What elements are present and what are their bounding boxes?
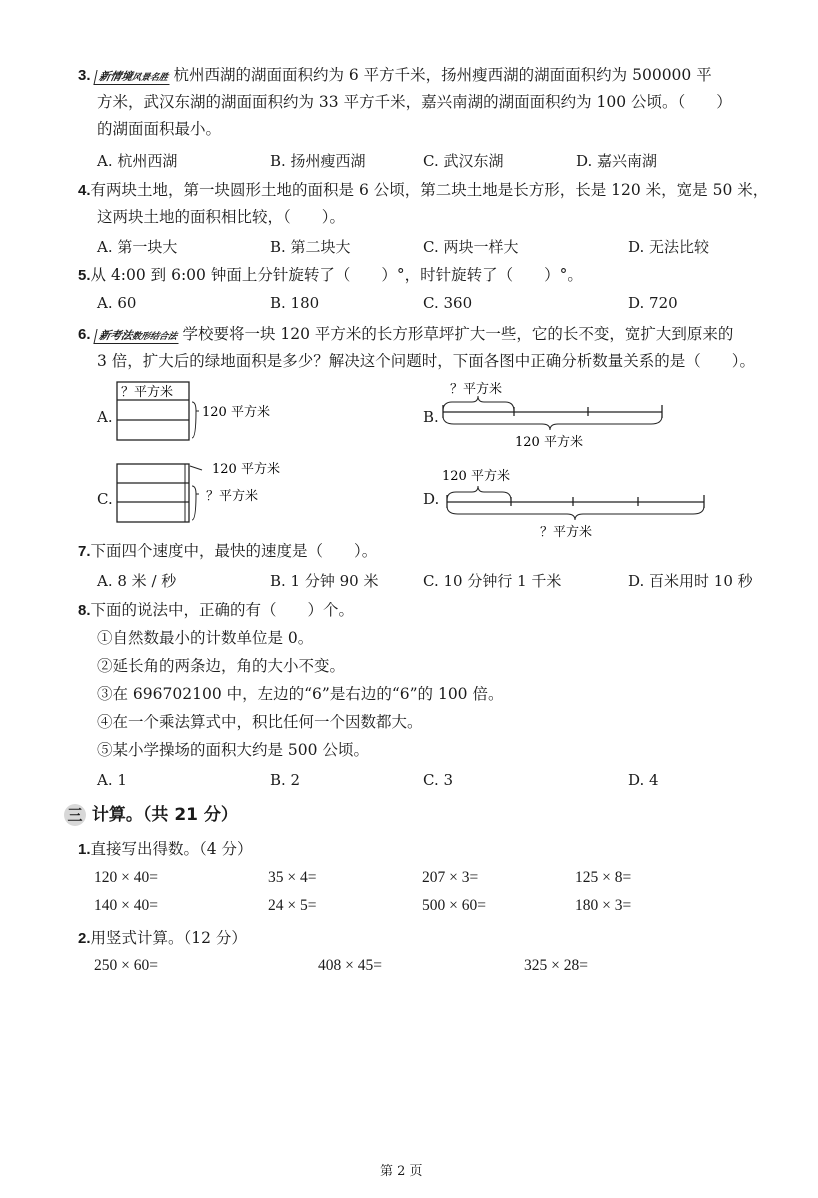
q6-number: 6. bbox=[78, 326, 91, 343]
c2-number: 2. bbox=[78, 930, 91, 947]
q5-number: 5. bbox=[78, 267, 91, 284]
q3-text-3: 的湖面面积最小。 bbox=[97, 120, 222, 138]
q6-text-1: 学校要将一块 120 平方米的长方形草坪扩大一些，它的长不变，宽扩大到原来的 bbox=[182, 325, 734, 343]
c1-expr-7: 500 × 60= bbox=[422, 897, 486, 914]
c1-expr-6: 24 × 5= bbox=[268, 897, 317, 914]
c2-title: 用竖式计算。（12 分） bbox=[90, 929, 247, 947]
q7-option-b[interactable]: B. 1 分钟 90 米 bbox=[270, 572, 379, 590]
q6-diagram-b[interactable] bbox=[440, 378, 670, 452]
q6-option-c-label[interactable]: C. bbox=[97, 490, 113, 508]
q3-option-d[interactable]: D. 嘉兴南湖 bbox=[576, 152, 658, 170]
q7-option-c[interactable]: C. 10 分钟行 1 千米 bbox=[423, 572, 562, 590]
c2-expr-3: 325 × 28= bbox=[524, 957, 588, 974]
diagram-d-bottom-brace bbox=[447, 506, 704, 520]
q8-statement-4: ④在一个乘法算式中，积比任何一个因数都大。 bbox=[97, 713, 423, 731]
c1-expr-2: 35 × 4= bbox=[268, 869, 317, 886]
c1-line1 bbox=[78, 836, 253, 863]
q7-option-d[interactable]: D. 百米用时 10 秒 bbox=[628, 572, 753, 590]
c2-line1 bbox=[78, 925, 247, 952]
c1-expr-1: 120 × 40= bbox=[94, 869, 158, 886]
diagram-a-unknown-label: ？平方米 bbox=[121, 385, 174, 400]
c1-expr-4: 125 × 8= bbox=[575, 869, 632, 886]
diagram-b-bottom-brace bbox=[443, 416, 662, 430]
q3-number: 3. bbox=[78, 67, 91, 84]
q5-option-b[interactable]: B. 180 bbox=[270, 294, 320, 312]
diagram-b-known-label: 120 平方米 bbox=[515, 435, 583, 450]
c2-expr-1: 250 × 60= bbox=[94, 957, 158, 974]
q3-tag-sub: 风景名胜 bbox=[131, 72, 170, 82]
diagram-b-unknown-label: ？平方米 bbox=[450, 382, 503, 397]
q5-line1 bbox=[78, 262, 583, 289]
diagram-a-known-label: 120 平方米 bbox=[202, 405, 270, 420]
q6-option-d-label[interactable]: D. bbox=[423, 490, 440, 508]
q3-option-b[interactable]: B. 扬州瘦西湖 bbox=[270, 152, 366, 170]
q5-text-1: 从 4:00 到 6:00 钟面上分针旋转了（ ）°，时针旋转了（ ）°。 bbox=[90, 266, 583, 284]
q8-line1 bbox=[78, 597, 354, 624]
section-3-heading bbox=[64, 800, 238, 826]
q6-diagram-a[interactable] bbox=[116, 380, 296, 444]
diagram-c-known-label: 120 平方米 bbox=[212, 462, 280, 477]
diagram-c-pointer bbox=[190, 466, 202, 470]
q7-line1 bbox=[78, 538, 377, 565]
q6-option-a-label[interactable]: A. bbox=[97, 408, 113, 426]
q8-option-a[interactable]: A. 1 bbox=[97, 771, 127, 789]
diagram-c-unknown-label: ？平方米 bbox=[206, 489, 259, 504]
q4-option-b[interactable]: B. 第二块大 bbox=[270, 238, 351, 256]
q5-option-c[interactable]: C. 360 bbox=[423, 294, 473, 312]
c1-title: 直接写出得数。（4 分） bbox=[90, 840, 253, 858]
diagram-c-brace bbox=[192, 486, 199, 520]
q8-text-1: 下面的说法中，正确的有（ ）个。 bbox=[90, 601, 355, 619]
q6-diagram-c[interactable] bbox=[116, 458, 296, 526]
q4-text-1: 有两块土地，第一块圆形土地的面积是 6 公顷，第二块土地是长方形，长是 120 米，宽是 50 米， bbox=[90, 181, 769, 199]
q8-statement-1: ①自然数最小的计数单位是 0。 bbox=[97, 629, 314, 647]
q6-tag-sub: 数形结合法 bbox=[131, 331, 179, 341]
q8-option-c[interactable]: C. 3 bbox=[423, 771, 454, 789]
diagram-c-outer-rect bbox=[117, 464, 189, 522]
q6-line1 bbox=[78, 321, 733, 348]
q6-tag bbox=[94, 329, 182, 344]
q4-number: 4. bbox=[78, 182, 91, 199]
q5-option-d[interactable]: D. 720 bbox=[628, 294, 678, 312]
q3-text-2: 方米，武汉东湖的湖面面积约为 33 平方千米，嘉兴南湖的湖面面积约为 100 公顷。（ ） bbox=[97, 93, 732, 111]
q6-tag-main: 新考法 bbox=[98, 330, 134, 342]
q6-text-2: 3 倍，扩大后的绿地面积是多少？解决这个问题时，下面各图中正确分析数量关系的是（ ）。 bbox=[97, 352, 756, 370]
diagram-a-brace bbox=[192, 402, 199, 438]
q3-option-a[interactable]: A. 杭州西湖 bbox=[97, 152, 178, 170]
q3-option-c[interactable]: C. 武汉东湖 bbox=[423, 152, 504, 170]
q5-option-a[interactable]: A. 60 bbox=[97, 294, 137, 312]
c2-expr-2: 408 × 45= bbox=[318, 957, 382, 974]
q8-number: 8. bbox=[78, 602, 91, 619]
q3-tag-main: 新情境 bbox=[98, 71, 134, 83]
c1-expr-3: 207 × 3= bbox=[422, 869, 479, 886]
c1-expr-5: 140 × 40= bbox=[94, 897, 158, 914]
q8-statement-5: ⑤某小学操场的面积大约是 500 公顷。 bbox=[97, 741, 369, 759]
q7-option-a[interactable]: A. 8 米 / 秒 bbox=[97, 572, 177, 590]
diagram-c-inner-rect bbox=[117, 464, 185, 522]
q6-option-b-label[interactable]: B. bbox=[423, 408, 439, 426]
diagram-d-known-label: 120 平方米 bbox=[442, 469, 510, 484]
q7-text-1: 下面四个速度中，最快的速度是（ ）。 bbox=[90, 542, 378, 560]
q3-tag bbox=[94, 70, 173, 85]
q8-statement-3: ③在 696702100 中，左边的“6”是右边的“6”的 100 倍。 bbox=[97, 685, 504, 703]
diagram-b-top-brace bbox=[443, 396, 514, 411]
q3-line1 bbox=[78, 62, 712, 89]
q8-option-b[interactable]: B. 2 bbox=[270, 771, 301, 789]
q4-text-2: 这两块土地的面积相比较，（ ）。 bbox=[97, 208, 346, 226]
diagram-d-top-brace bbox=[447, 486, 511, 500]
c1-number: 1. bbox=[78, 841, 91, 858]
q6-diagram-d[interactable] bbox=[440, 462, 710, 542]
q4-option-a[interactable]: A. 第一块大 bbox=[97, 238, 178, 256]
q8-option-d[interactable]: D. 4 bbox=[628, 771, 659, 789]
page-number: 第 2 页 bbox=[380, 1164, 423, 1179]
q3-text-1: 杭州西湖的湖面面积约为 6 平方千米，扬州瘦西湖的湖面面积约为 500000 平 bbox=[173, 66, 712, 84]
q4-option-c[interactable]: C. 两块一样大 bbox=[423, 238, 519, 256]
c1-expr-8: 180 × 3= bbox=[575, 897, 632, 914]
q8-statement-2: ②延长角的两条边，角的大小不变。 bbox=[97, 657, 346, 675]
q4-option-d[interactable]: D. 无法比较 bbox=[628, 238, 710, 256]
section-3-title: 计算。（共 21 分） bbox=[91, 805, 238, 825]
q7-number: 7. bbox=[78, 543, 91, 560]
section-3-badge: 三 bbox=[64, 804, 86, 826]
q4-line1 bbox=[78, 177, 768, 204]
diagram-d-unknown-label: ？平方米 bbox=[540, 525, 593, 540]
